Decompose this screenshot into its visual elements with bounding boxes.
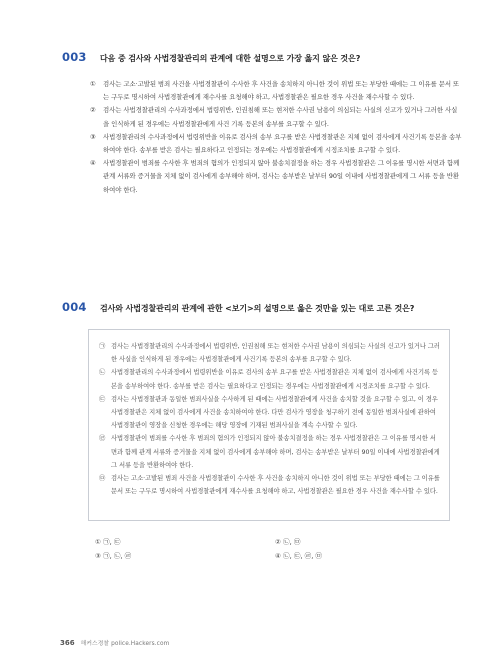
example-item-text: 검사는 고소·고발된 범죄 사건을 사법경찰관이 수사한 후 사건을 송치하지 아니한 것이 위법 또는 부당한 때에는 그 이유를 문서 또는 구두로 명시하여 사법경찰관에게 재수사를 요청해야 하고, 사법경찰관은 필요한 경우 사건을 재수사할 수 있다. bbox=[111, 475, 440, 496]
page-number: 366 bbox=[60, 639, 75, 647]
question-header bbox=[62, 300, 462, 314]
example-item bbox=[99, 393, 441, 433]
example-item bbox=[99, 366, 441, 392]
example-item-marker: ㉡ bbox=[99, 369, 106, 377]
answer-option[interactable] bbox=[95, 550, 275, 560]
choice-text: 사법경찰관리의 수사과정에서 법령위반을 이유로 검사의 송부 요구를 받은 사법경찰관은 지체 없이 검사에게 사건기록 등본을 송부하여야 한다. 송부를 받은 검사는 필요하다고 인정되는 경우에는 사법경찰관에게 시정조치를 요구할 수 있다. bbox=[103, 132, 462, 155]
choice-number: ② bbox=[90, 106, 96, 115]
choice-number: ① bbox=[90, 80, 96, 88]
choice-item[interactable] bbox=[90, 104, 462, 130]
question-header bbox=[62, 50, 462, 64]
answer-option[interactable] bbox=[95, 536, 275, 546]
answer-row bbox=[95, 548, 425, 562]
example-box bbox=[88, 329, 450, 521]
question-text: 다음 중 검사와 사법경찰관리의 관계에 대한 설명으로 가장 옳지 않은 것은? bbox=[100, 54, 361, 63]
answer-text: ㉠, ㉢ bbox=[103, 538, 121, 546]
example-item-text: 검사는 사법경찰관리의 수사과정에서 법령위반, 인권침해 또는 현저한 수사권 남용이 의심되는 사실의 신고가 있거나 그러한 사실을 인식하게 된 경우에는 사법경찰관에게 사건기록 등본의 송부를 요구할 수 있다. bbox=[111, 343, 440, 364]
choice-item[interactable] bbox=[90, 78, 462, 104]
answer-text: ㉡, ㉢, ㉣, ㉤ bbox=[283, 552, 322, 560]
choice-text: 검사는 사법경찰관리의 수사과정에서 법령위반, 인권침해 또는 현저한 수사권 남용이 의심되는 사실의 신고가 있거나 그러한 사실을 인식하게 된 경우에는 사법경찰관에게 사건 기록 등본의 송부를 요구할 수 있다. bbox=[103, 106, 458, 128]
example-item-text: 검사는 사법경찰관과 동일한 범죄사실을 수사하게 된 때에는 사법경찰관에게 사건을 송치할 것을 요구할 수 있고, 이 경우 사법경찰관은 지체 없이 검사에게 사건을 송치하여야 한다. 다만 검사가 영장을 청구하기 전에 동일한 범죄사실에 관하여 사법경찰관이 영장을 신청한 경우에는 해당 영장에 기재된 범죄사실을 계속 수사할 수 있다. bbox=[111, 395, 438, 430]
choice-text: 사법경찰관이 범죄를 수사한 후 범죄의 혐의가 인정되지 않아 불송치결정을 하는 경우 사법경찰관은 그 이유를 명시한 서면과 함께 관계 서류와 증거물을 지체 없이 검사에게 송부해야 하며, 검사는 송부받은 날부터 90일 이내에 사법경찰관에게 그 서류 등을 반환하여야 한다. bbox=[103, 159, 460, 194]
example-item-text: 사법경찰관이 범죄를 수사한 후 범죄의 혐의가 인정되지 않아 불송치결정을 하는 경우 사법경찰관은 그 이유를 명시한 서면과 함께 관계 서류와 증거물을 지체 없이 검사에게 송부해야 하며, 검사는 송부받은 날부터 90일 이내에 사법경찰관에게 그 서류 등을 반환하여야 한다. bbox=[111, 435, 440, 469]
example-item bbox=[99, 340, 441, 366]
example-item-marker: ㉤ bbox=[99, 475, 106, 483]
example-item-marker: ㉢ bbox=[99, 395, 106, 403]
question-number: 004 bbox=[62, 300, 87, 314]
question-003 bbox=[62, 50, 462, 197]
choice-number: ③ bbox=[90, 132, 96, 141]
choice-item[interactable] bbox=[90, 157, 462, 197]
example-item-marker: ㉣ bbox=[99, 435, 106, 443]
choice-number: ④ bbox=[90, 159, 96, 168]
example-item bbox=[99, 432, 441, 472]
answer-number: ① bbox=[95, 538, 101, 546]
answer-row bbox=[95, 534, 425, 548]
answer-text: ㉡, ㉤ bbox=[283, 538, 301, 546]
example-item bbox=[99, 472, 441, 498]
question-004 bbox=[62, 300, 462, 314]
answer-options bbox=[95, 534, 425, 562]
choice-text: 검사는 고소·고발된 범죄 사건을 사법경찰관이 수사한 후 사건을 송치하지 아니한 것이 위법 또는 부당한 때에는 그 이유를 문서 또는 구두로 명시하여 사법경찰관에게 재수사를 요청해야 하고, 사법경찰관은 필요한 경우 사건을 재수사할 수 있다. bbox=[103, 80, 460, 102]
example-item-marker: ㉠ bbox=[99, 343, 106, 350]
answer-option[interactable] bbox=[275, 536, 455, 546]
answer-text: ㉠, ㉡, ㉣ bbox=[103, 552, 132, 560]
choice-list bbox=[62, 78, 462, 197]
answer-option[interactable] bbox=[275, 550, 455, 560]
page-footer bbox=[60, 638, 169, 647]
answer-number: ② bbox=[275, 538, 281, 546]
question-text: 검사와 사법경찰관리의 관계에 관한 <보기>의 설명으로 옳은 것만을 있는 대로 고른 것은? bbox=[100, 304, 415, 313]
question-number: 003 bbox=[62, 50, 87, 64]
choice-item[interactable] bbox=[90, 131, 462, 157]
example-item-text: 사법경찰관리의 수사과정에서 법령위반을 이유로 검사의 송부 요구를 받은 사법경찰관은 지체 없이 검사에게 사건기록 등본을 송부하여야 한다. 송부를 받은 검사는 필요하다고 인정되는 경우에는 사법경찰관에게 시정조치를 요구할 수 있다. bbox=[111, 369, 439, 390]
answer-number: ③ bbox=[95, 552, 101, 560]
answer-number: ④ bbox=[275, 552, 281, 560]
publisher-brand: 해커스경찰 police.Hackers.com bbox=[80, 641, 170, 647]
